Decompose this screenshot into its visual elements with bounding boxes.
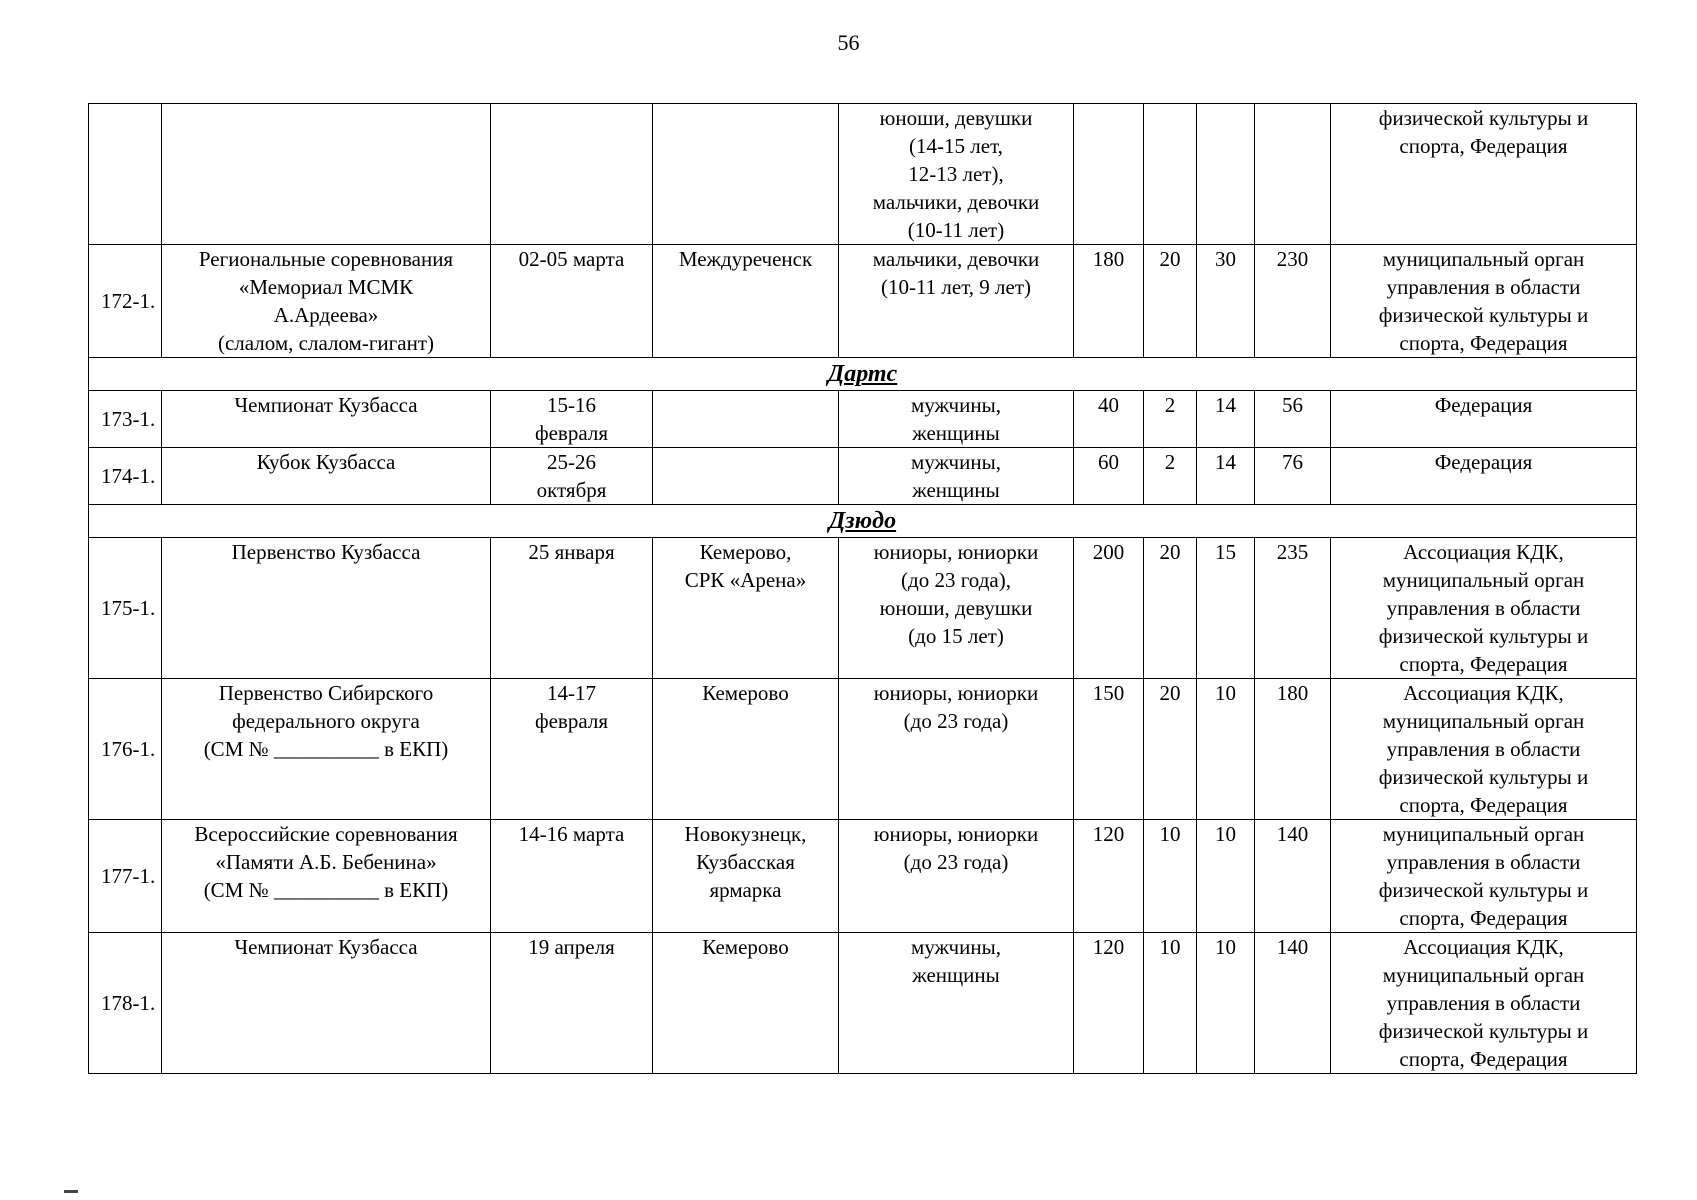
count-staff-cell: 14: [1197, 391, 1255, 448]
event-place-cell: Новокузнецк, Кузбасская ярмарка: [653, 820, 839, 933]
organizer-cell: Федерация: [1331, 448, 1637, 505]
organizer-cell: физической культуры и спорта, Федерация: [1331, 104, 1637, 245]
event-place-cell: Кемерово: [653, 679, 839, 820]
count-staff-cell: 10: [1197, 933, 1255, 1074]
event-name-cell: Первенство Сибирского федерального округа (СМ № __________ в ЕКП): [162, 679, 491, 820]
count-judges-cell: [1144, 104, 1197, 245]
section-title: Дартс: [89, 358, 1637, 391]
count-total-cell: 140: [1255, 933, 1331, 1074]
row-number-cell: 175-1.: [89, 538, 162, 679]
row-number-cell: 178-1.: [89, 933, 162, 1074]
participants-cell: юниоры, юниорки (до 23 года): [839, 679, 1074, 820]
count-total-cell: 56: [1255, 391, 1331, 448]
count-staff-cell: 30: [1197, 245, 1255, 358]
event-name-cell: Кубок Кузбасса: [162, 448, 491, 505]
organizer-cell: Ассоциация КДК, муниципальный орган управления в области физической культуры и спорта, Федерация: [1331, 933, 1637, 1074]
competition-schedule-table: [88, 103, 1637, 1074]
count-judges-cell: 20: [1144, 679, 1197, 820]
count-judges-cell: 10: [1144, 933, 1197, 1074]
event-name-cell: [162, 104, 491, 245]
count-athletes-cell: 120: [1074, 933, 1144, 1074]
event-name-cell: Первенство Кузбасса: [162, 538, 491, 679]
organizer-cell: муниципальный орган управления в области физической культуры и спорта, Федерация: [1331, 820, 1637, 933]
event-name-cell: Чемпионат Кузбасса: [162, 391, 491, 448]
count-judges-cell: 20: [1144, 245, 1197, 358]
row-number-cell: [89, 104, 162, 245]
count-athletes-cell: 200: [1074, 538, 1144, 679]
event-date-cell: [491, 104, 653, 245]
count-total-cell: 180: [1255, 679, 1331, 820]
event-place-cell: Кемерово: [653, 933, 839, 1074]
count-athletes-cell: 180: [1074, 245, 1144, 358]
count-total-cell: 230: [1255, 245, 1331, 358]
page-number: 56: [837, 30, 860, 55]
participants-cell: мужчины, женщины: [839, 933, 1074, 1074]
event-place-cell: Кемерово, СРК «Арена»: [653, 538, 839, 679]
event-date-cell: 14-17 февраля: [491, 679, 653, 820]
count-staff-cell: 14: [1197, 448, 1255, 505]
participants-cell: юноши, девушки (14-15 лет, 12-13 лет), мальчики, девочки (10-11 лет): [839, 104, 1074, 245]
count-judges-cell: 20: [1144, 538, 1197, 679]
row-number-cell: 177-1.: [89, 820, 162, 933]
count-staff-cell: 10: [1197, 820, 1255, 933]
event-name-cell: Региональные соревнования «Мемориал МСМК А.Ардеева» (слалом, слалом-гигант): [162, 245, 491, 358]
event-date-cell: 02-05 марта: [491, 245, 653, 358]
event-place-cell: Междуреченск: [653, 245, 839, 358]
table-row: [89, 679, 1637, 820]
section-header-row: [89, 358, 1637, 391]
event-date-cell: 25 января: [491, 538, 653, 679]
count-staff-cell: 15: [1197, 538, 1255, 679]
event-date-cell: 25-26 октября: [491, 448, 653, 505]
row-number-cell: 174-1.: [89, 448, 162, 505]
count-athletes-cell: 120: [1074, 820, 1144, 933]
count-judges-cell: 10: [1144, 820, 1197, 933]
organizer-cell: Ассоциация КДК, муниципальный орган управления в области физической культуры и спорта, Федерация: [1331, 538, 1637, 679]
participants-cell: мальчики, девочки (10-11 лет, 9 лет): [839, 245, 1074, 358]
count-athletes-cell: 60: [1074, 448, 1144, 505]
count-total-cell: [1255, 104, 1331, 245]
event-place-cell: [653, 448, 839, 505]
schedule-body: [89, 104, 1637, 1074]
event-date-cell: 14-16 марта: [491, 820, 653, 933]
table-row: [89, 820, 1637, 933]
organizer-cell: муниципальный орган управления в области физической культуры и спорта, Федерация: [1331, 245, 1637, 358]
table-row: [89, 448, 1637, 505]
section-title: Дзюдо: [89, 505, 1637, 538]
count-total-cell: 76: [1255, 448, 1331, 505]
event-date-cell: 19 апреля: [491, 933, 653, 1074]
table-row: [89, 104, 1637, 245]
participants-cell: юниоры, юниорки (до 23 года), юноши, девушки (до 15 лет): [839, 538, 1074, 679]
count-athletes-cell: [1074, 104, 1144, 245]
table-row: [89, 391, 1637, 448]
participants-cell: юниоры, юниорки (до 23 года): [839, 820, 1074, 933]
event-date-cell: 15-16 февраля: [491, 391, 653, 448]
participants-cell: мужчины, женщины: [839, 448, 1074, 505]
section-header-row: [89, 505, 1637, 538]
margin-mark: [64, 1190, 78, 1193]
count-judges-cell: 2: [1144, 448, 1197, 505]
count-total-cell: 235: [1255, 538, 1331, 679]
table-row: [89, 933, 1637, 1074]
count-athletes-cell: 40: [1074, 391, 1144, 448]
event-place-cell: [653, 391, 839, 448]
count-staff-cell: 10: [1197, 679, 1255, 820]
count-staff-cell: [1197, 104, 1255, 245]
table-row: [89, 245, 1637, 358]
row-number-cell: 176-1.: [89, 679, 162, 820]
table-row: [89, 538, 1637, 679]
count-judges-cell: 2: [1144, 391, 1197, 448]
organizer-cell: Ассоциация КДК, муниципальный орган управления в области физической культуры и спорта, Федерация: [1331, 679, 1637, 820]
row-number-cell: 172-1.: [89, 245, 162, 358]
organizer-cell: Федерация: [1331, 391, 1637, 448]
event-name-cell: Чемпионат Кузбасса: [162, 933, 491, 1074]
event-name-cell: Всероссийские соревнования «Памяти А.Б. Бебенина» (СМ № __________ в ЕКП): [162, 820, 491, 933]
participants-cell: мужчины, женщины: [839, 391, 1074, 448]
row-number-cell: 173-1.: [89, 391, 162, 448]
count-athletes-cell: 150: [1074, 679, 1144, 820]
count-total-cell: 140: [1255, 820, 1331, 933]
event-place-cell: [653, 104, 839, 245]
